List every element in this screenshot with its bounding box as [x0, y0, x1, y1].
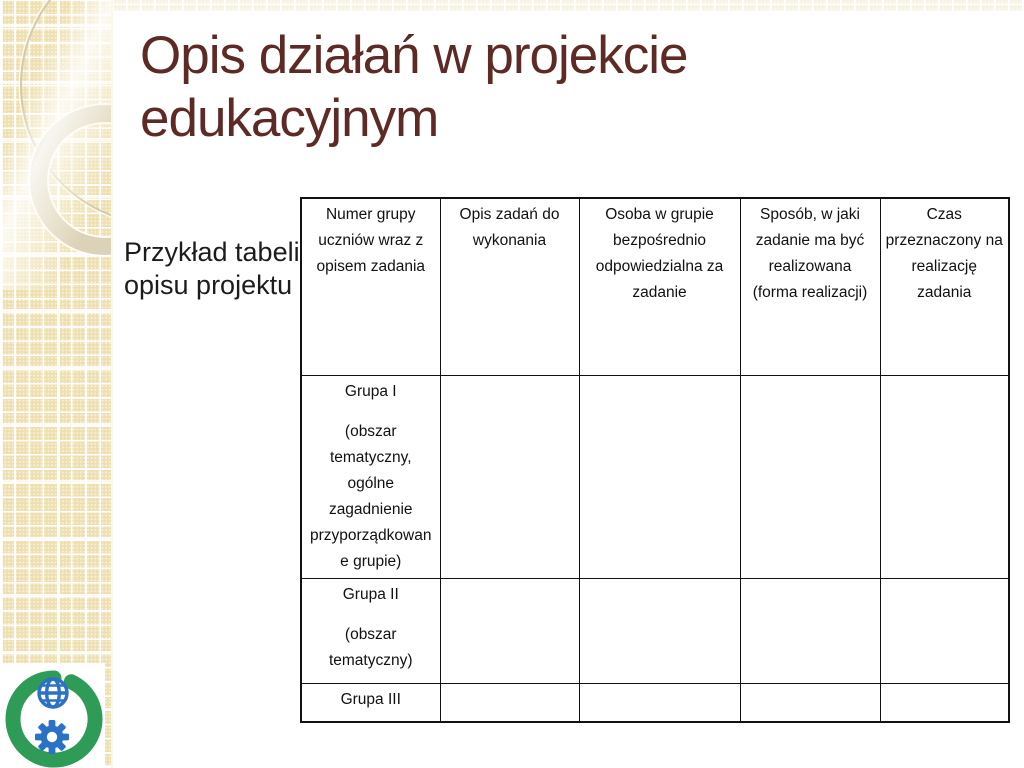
- slide-title: Opis działań w projekcie edukacyjnym: [140, 26, 688, 148]
- table-cell: [740, 578, 880, 683]
- table-header-row: [301, 198, 1009, 375]
- group-name: Grupa I: [344, 382, 397, 400]
- caption-text: Przykład tabeli opisu projektu: [124, 237, 300, 300]
- header-realization-method: Sposób, w jaki zadanie ma być realizowana (forma realizacji): [740, 198, 880, 375]
- table-cell: [440, 683, 579, 722]
- organization-logo: [0, 663, 105, 768]
- table-row: [301, 578, 1009, 683]
- header-group-number: Numer grupy uczniów wraz z opisem zadania: [301, 198, 440, 375]
- table-cell: [579, 375, 740, 578]
- table-cell: [880, 578, 1009, 683]
- table-cell: [579, 578, 740, 683]
- row-label-cell: [301, 578, 440, 683]
- table-cell: [740, 375, 880, 578]
- table-cell: [440, 578, 579, 683]
- top-texture-strip: [0, 0, 1024, 12]
- group-note: (obszar tematyczny): [328, 625, 413, 669]
- table-row: [301, 375, 1009, 578]
- header-responsible-person: Osoba w grupie bezpośrednio odpowiedzialna za zadanie: [579, 198, 740, 375]
- table-cell: [579, 683, 740, 722]
- sidebar-pattern: [0, 0, 113, 768]
- group-name: Grupa III: [340, 690, 401, 708]
- table-cell: [880, 375, 1009, 578]
- group-name: Grupa II: [342, 585, 399, 603]
- row-label-cell: [301, 683, 440, 722]
- table-cell: [440, 375, 579, 578]
- header-time-allocated: Czas przeznaczony na realizację zadania: [880, 198, 1009, 375]
- project-description-table: [300, 197, 1010, 723]
- table-cell: [880, 683, 1009, 722]
- logo-graphic: [1, 664, 105, 768]
- row-label-cell: [301, 375, 440, 578]
- table-row: [301, 683, 1009, 722]
- group-note: (obszar tematyczny, ogólne zagadnienie przyporządkowane grupie): [310, 422, 432, 570]
- decor-sheen: [0, 0, 113, 290]
- table-cell: [740, 683, 880, 722]
- globe-icon: [39, 679, 67, 707]
- header-task-description: Opis zadań do wykonania: [440, 198, 579, 375]
